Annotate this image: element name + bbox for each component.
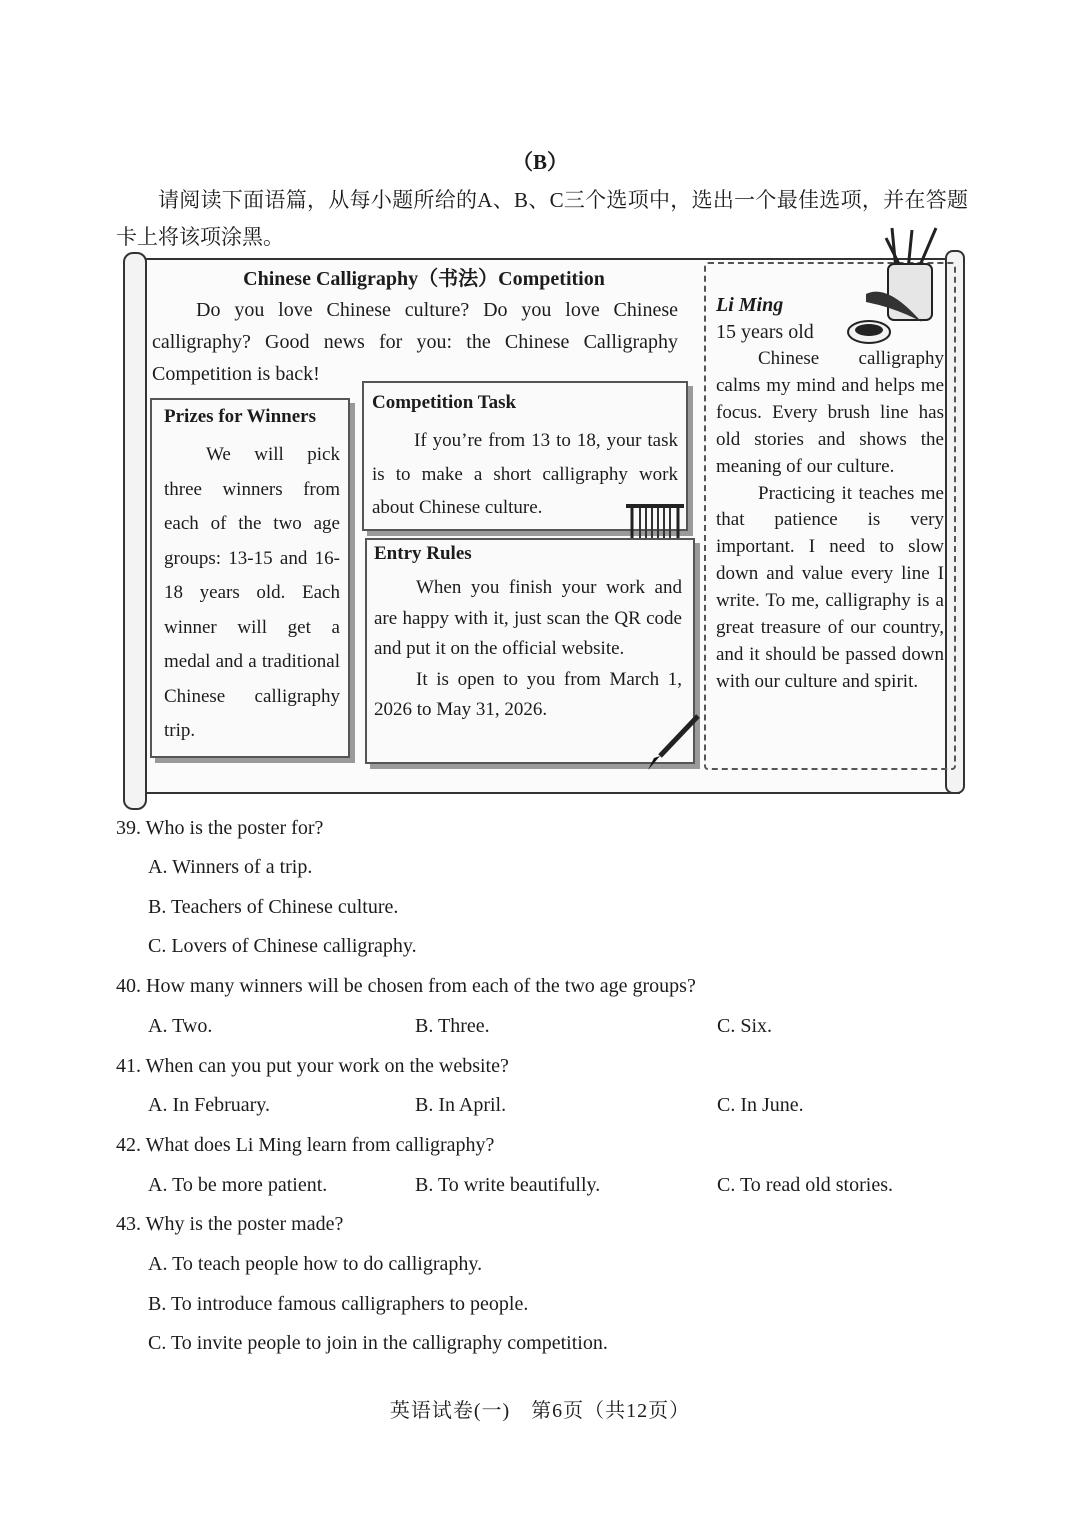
- prizes-body: We will pick three winners from each of the two age groups: 13-15 and 16-18 years old. Each winner will get a medal and a traditional Chinese calligraphy trip.: [164, 444, 340, 741]
- q39-option-a: A. Winners of a trip.: [148, 856, 313, 878]
- poster-intro: Do you love Chinese culture? Do you love Chinese calligraphy? Good news for you: the Chinese Calligraphy Competition is back!: [152, 299, 678, 385]
- prizes-title: Prizes for Winners: [164, 406, 316, 427]
- q39-option-b: B. Teachers of Chinese culture.: [148, 896, 399, 918]
- rules-body: [374, 573, 682, 726]
- brush-icon: [640, 712, 704, 774]
- q42-option-b: B. To write beautifully.: [415, 1174, 601, 1196]
- q41-option-b: B. In April.: [415, 1094, 507, 1116]
- q40-option-b: B. Three.: [415, 1015, 490, 1037]
- page-footer: 英语试卷(一) 第6页（共12页）: [389, 1400, 691, 1422]
- question-43: 43. Why is the poster made?: [116, 1213, 344, 1235]
- q43-option-b: B. To introduce famous calligraphers to people.: [148, 1293, 529, 1315]
- poster-title: Chinese Calligraphy（书法）Competition: [243, 268, 605, 290]
- question-41: 41. When can you put your work on the website?: [116, 1055, 509, 1077]
- q41-option-a: A. In February.: [148, 1094, 271, 1116]
- task-title: Competition Task: [372, 392, 517, 413]
- li-ming-age: 15 years old: [716, 321, 814, 343]
- q43-option-c: C. To invite people to join in the calligraphy competition.: [148, 1332, 608, 1354]
- q43-option-a: A. To teach people how to do calligraphy.: [148, 1253, 483, 1275]
- q41-option-c: C. In June.: [717, 1094, 804, 1116]
- task-body: If you’re from 13 to 18, your task is to make a short calligraphy work about Chinese culture.: [372, 430, 678, 518]
- scroll-left-rod: [123, 252, 147, 810]
- question-40: 40. How many winners will be chosen from each of the two age groups?: [116, 975, 696, 997]
- rules-para-2: It is open to you from March 1, 2026 to May 31, 2026.: [374, 668, 682, 720]
- li-ming-para-2: Practicing it teaches me that patience is very important. I need to slow down and value every line I write. To me, calligraphy is a great treasure of our country, and it should be passed down with our culture and spirit.: [716, 482, 944, 692]
- rules-title: Entry Rules: [374, 543, 472, 564]
- question-39: 39. Who is the poster for?: [116, 817, 324, 839]
- q42-option-a: A. To be more patient.: [148, 1174, 328, 1196]
- q39-option-c: C. Lovers of Chinese calligraphy.: [148, 935, 417, 957]
- question-42: 42. What does Li Ming learn from calligraphy?: [116, 1134, 495, 1156]
- rules-para-1: When you finish your work and are happy with it, just scan the QR code and put it on the official website.: [374, 577, 682, 659]
- li-ming-para-1: Chinese calligraphy calms my mind and helps me focus. Every brush line has old stories and shows the meaning of our culture.: [716, 348, 944, 477]
- q40-option-c: C. Six.: [717, 1015, 773, 1037]
- q40-option-a: A. Two.: [148, 1015, 213, 1037]
- li-ming-body: [716, 346, 944, 696]
- section-label: （B）: [511, 150, 568, 174]
- q42-option-c: C. To read old stories.: [717, 1174, 893, 1196]
- li-ming-name: Li Ming: [716, 294, 784, 316]
- instructions: 请阅读下面语篇，从每小题所给的A、B、C三个选项中，选出一个最佳选项，并在答题卡上将该项涂黑。: [116, 188, 968, 249]
- ink-stone-icon: [845, 318, 893, 346]
